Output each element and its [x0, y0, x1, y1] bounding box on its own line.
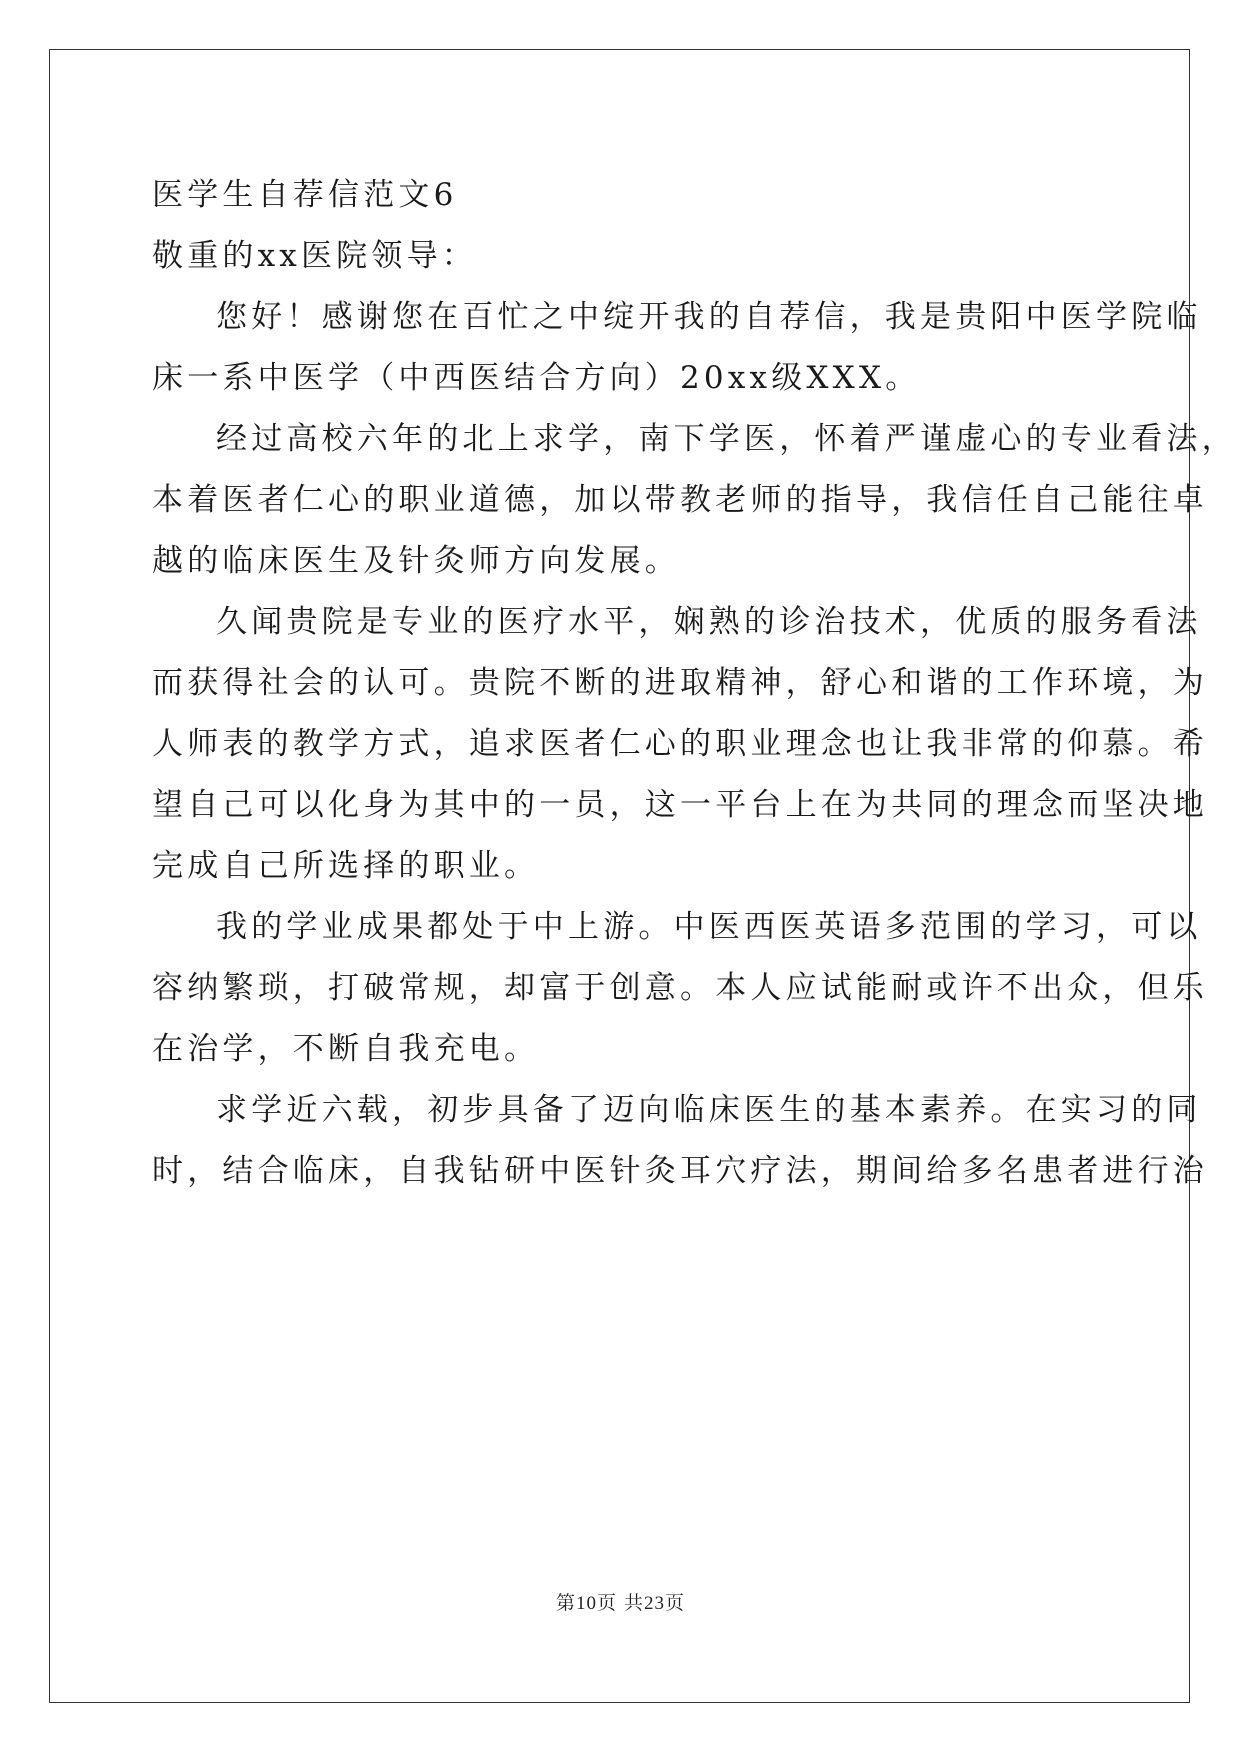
text-line: 床一系中医学（中西医结合方向）20xx级XXX。: [152, 360, 921, 396]
document-title: 医学生自荐信范文6: [152, 177, 458, 213]
page-number: [0, 1588, 1241, 1615]
page-suffix: 页: [665, 1592, 686, 1614]
text-line: 我的学业成果都处于中上游。中医西医英语多范围的学习，可以: [216, 909, 1202, 945]
page-total: 23: [644, 1593, 666, 1614]
page-current: 10: [575, 1593, 597, 1614]
text-line: 完成自己所选择的职业。: [152, 848, 540, 884]
text-line: 您好！感谢您在百忙之中绽开我的自荐信，我是贵阳中医学院临: [216, 299, 1202, 335]
text-line: 越的临床医生及针灸师方向发展。: [152, 543, 680, 579]
salutation: 敬重的xx医院领导：: [152, 238, 477, 274]
text-line: 求学近六载，初步具备了迈向临床医生的基本素养。在实习的同: [216, 1092, 1202, 1128]
body-text: [152, 287, 1237, 1202]
page-mid: 页 共: [596, 1592, 645, 1614]
text-line: 本着医者仁心的职业道德，加以带教老师的指导，我信任自己能往卓: [152, 482, 1208, 518]
text-line: 而获得社会的认可。贵院不断的进取精神，舒心和谐的工作环境，为: [152, 665, 1208, 701]
text-line: 容纳繁琐，打破常规，却富于创意。本人应试能耐或许不出众，但乐: [152, 970, 1208, 1006]
text-line: 人师表的教学方式，追求医者仁心的职业理念也让我非常的仰慕。希: [152, 726, 1208, 762]
document-body: [152, 165, 1237, 1202]
text-line: 时，结合临床，自我钻研中医针灸耳穴疗法，期间给多名患者进行治: [152, 1153, 1208, 1189]
text-line: 望自己可以化身为其中的一员，这一平台上在为共同的理念而坚决地: [152, 787, 1208, 823]
text-line: 在治学，不断自我充电。: [152, 1031, 540, 1067]
page-prefix: 第: [555, 1592, 576, 1614]
text-line: 久闻贵院是专业的医疗水平，娴熟的诊治技术，优质的服务看法: [216, 604, 1202, 640]
text-line: 经过高校六年的北上求学，南下学医，怀着严谨虚心的专业看法，: [216, 421, 1237, 457]
